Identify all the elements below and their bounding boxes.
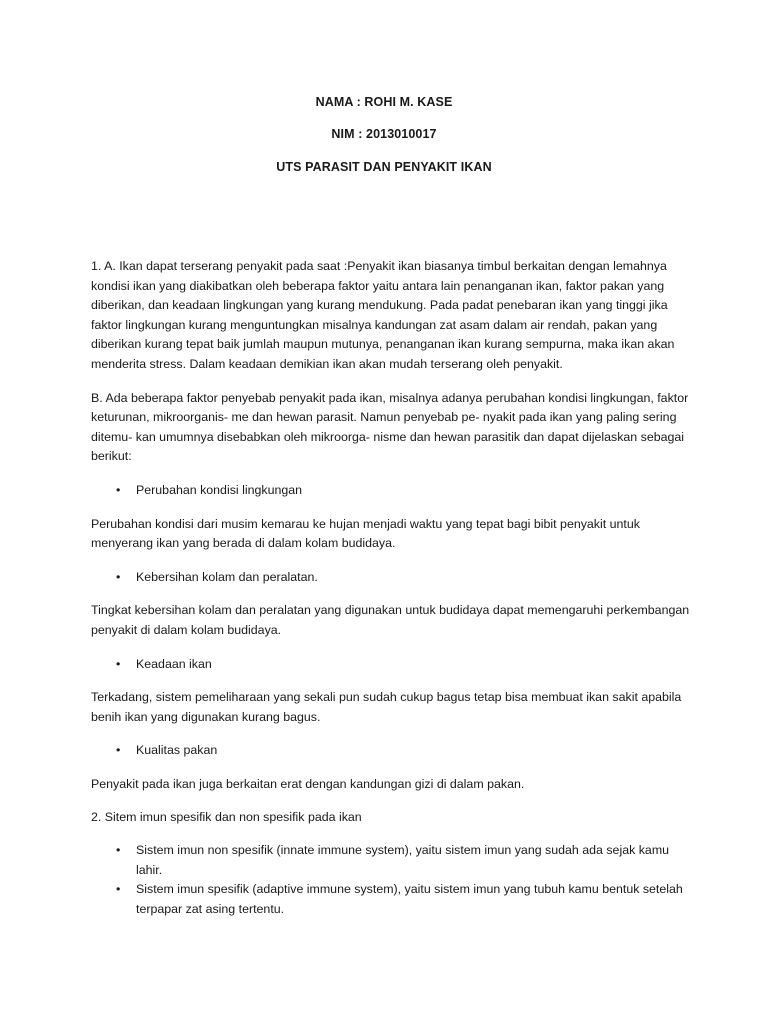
bullet-icon: • bbox=[116, 569, 121, 584]
paragraph-1b: B. Ada beberapa faktor penyebab penyakit pada ikan, misalnya adanya perubahan kondisi lingkungan, faktor keturunan, mikroorganis- me dan hewan parasit. Namun penyebab pe- nyakit pada ikan yang paling sering ditemu- kan umumnya disebabkan oleh mikroorga- nisme dan hewan parasitik dan dapat dijelaskan sebagai berikut: bbox=[91, 390, 689, 464]
student-name: NAMA : ROHI M. KASE bbox=[315, 95, 453, 109]
bullet-text: Kualitas pakan bbox=[136, 743, 218, 758]
immune-system-list bbox=[91, 841, 691, 919]
bullet-icon: • bbox=[116, 743, 121, 758]
section-heading-2: 2. Sitem imun spesifik dan non spesifik pada ikan bbox=[91, 810, 362, 825]
bullet-icon: • bbox=[116, 656, 121, 671]
document-body bbox=[91, 257, 691, 919]
bullet-text: Kebersihan kolam dan peralatan. bbox=[136, 569, 318, 584]
bullet-item bbox=[91, 741, 691, 761]
paragraph: Terkadang, sistem pemeliharaan yang sekali pun sudah cukup bagus tetap bisa membuat ikan sakit apabila benih ikan yang digunakan kurang bagus. bbox=[91, 690, 682, 724]
bullet-icon: • bbox=[116, 882, 121, 897]
bullet-icon: • bbox=[116, 843, 121, 858]
bullet-item bbox=[91, 481, 691, 501]
student-id: NIM : 2013010017 bbox=[331, 127, 437, 141]
paragraph-1a: 1. A. Ikan dapat terserang penyakit pada saat :Penyakit ikan biasanya timbul berkaitan dengan lemahnya kondisi ikan yang diakibatkan oleh beberapa faktor yaitu antara lain penanganan ikan, faktor pakan yang diberikan, dan keadaan lingkungan yang kurang mendukung. Pada padat penebaran ikan yang tinggi jika faktor lingkungan kurang menguntungkan misalnya kandungan zat asam dalam air rendah, pakan yang diberikan kurang tepat baik jumlah maupun mutunya, penanganan ikan kurang sempurna, maka ikan akan menderita stress. Dalam keadaan demikian ikan akan mudah terserang oleh penyakit. bbox=[91, 259, 675, 371]
bullet-icon: • bbox=[116, 482, 121, 497]
bullet-item bbox=[91, 655, 691, 675]
bullet-item bbox=[91, 880, 691, 919]
bullet-text: Sistem imun spesifik (adaptive immune system), yaitu sistem imun yang tubuh kamu bentuk setelah terpapar zat asing tertentu. bbox=[136, 882, 683, 916]
bullet-text: Sistem imun non spesifik (innate immune system), yaitu sistem imun yang sudah ada sejak kamu lahir. bbox=[136, 843, 670, 877]
paragraph: Perubahan kondisi dari musim kemarau ke hujan menjadi waktu yang tepat bagi bibit penyakit untuk menyerang ikan yang berada di dalam kolam budidaya. bbox=[91, 516, 640, 551]
bullet-item bbox=[91, 568, 691, 588]
document-title: UTS PARASIT DAN PENYAKIT IKAN bbox=[276, 160, 492, 174]
paragraph: Tingkat kebersihan kolam dan peralatan yang digunakan untuk budidaya dapat memengaruhi perkembangan penyakit di dalam kolam budidaya. bbox=[91, 603, 690, 637]
paragraph: Penyakit pada ikan juga berkaitan erat dengan kandungan gizi di dalam pakan. bbox=[91, 776, 525, 791]
bullet-item bbox=[91, 841, 691, 880]
bullet-text: Perubahan kondisi lingkungan bbox=[136, 482, 303, 497]
bullet-text: Keadaan ikan bbox=[136, 656, 212, 671]
